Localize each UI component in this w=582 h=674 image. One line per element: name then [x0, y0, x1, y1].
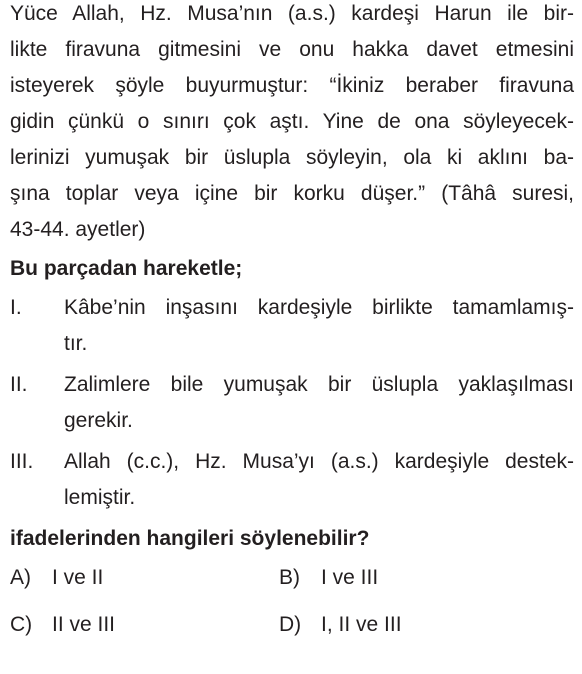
statement-numeral: I. — [10, 296, 22, 319]
passage-line: likte firavuna gitmesini ve onu hakka davet etmesini — [10, 38, 574, 61]
statement-line: lemiştir. — [64, 486, 136, 509]
statement-line: Allah (c.c.), Hz. Musa’yı (a.s.) kardeşiyle destek- — [64, 450, 574, 473]
passage-line: gidin çünkü o sınırı çok aştı. Yine de ona söyleyecek- — [10, 110, 574, 133]
option-a[interactable] — [10, 566, 103, 590]
statement-numeral: II. — [10, 373, 28, 396]
option-letter: C) — [10, 613, 33, 636]
option-d[interactable] — [279, 613, 402, 637]
statement-line: gerekir. — [64, 409, 133, 432]
passage-line: isteyerek şöyle buyurmuştur: “İkiniz beraber firavuna — [10, 74, 574, 97]
option-text: I, II ve III — [321, 613, 402, 636]
passage-line: 43-44. ayetler) — [10, 218, 146, 241]
statement-line: Zalimlere bile yumuşak bir üslupla yaklaşılması — [64, 373, 574, 396]
option-letter: B) — [279, 566, 300, 589]
option-c[interactable] — [10, 613, 115, 637]
statement-line: tır. — [64, 332, 88, 355]
option-b[interactable] — [279, 566, 378, 590]
question-text: ifadelerinden hangileri söylenebilir? — [10, 527, 370, 550]
passage-line: Yüce Allah, Hz. Musa’nın (a.s.) kardeşi Harun ile bir- — [10, 2, 574, 25]
option-text: I ve II — [52, 566, 104, 589]
question-prompt: Bu parçadan hareketle; — [10, 257, 243, 280]
statement-line: Kâbe’nin inşasını kardeşiyle birlikte tamamlamış- — [64, 296, 574, 319]
statement-numeral: III. — [10, 450, 34, 473]
option-letter: A) — [10, 566, 31, 589]
passage-line: şına toplar veya içine bir korku düşer.” (Tâhâ suresi, — [10, 182, 574, 205]
option-text: I ve III — [321, 566, 379, 589]
passage-line: lerinizi yumuşak bir üslupla söyleyin, ola ki aklını ba- — [10, 146, 574, 169]
option-letter: D) — [279, 613, 302, 636]
option-text: II ve III — [52, 613, 116, 636]
